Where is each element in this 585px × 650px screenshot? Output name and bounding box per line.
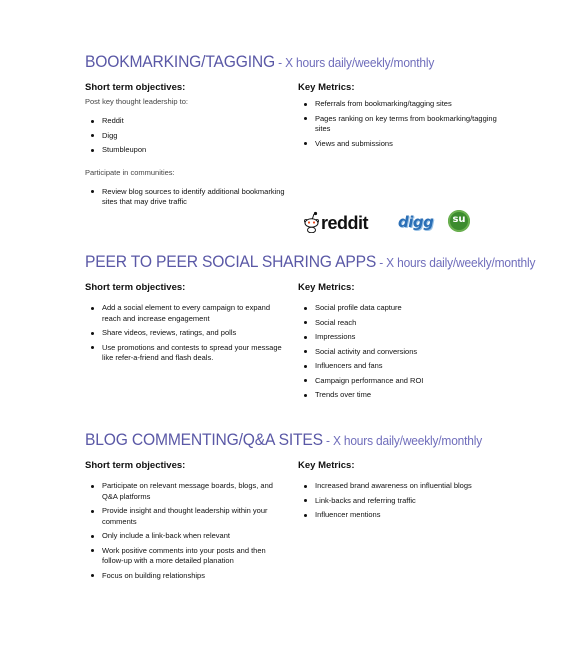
objectives-title: Short term objectives: [85, 82, 186, 93]
list-item: Only include a link-back when relevant [102, 531, 285, 542]
objectives-column [85, 460, 285, 585]
heading-frequency: - X hours daily/weekly/monthly [376, 255, 536, 270]
heading-title: BLOG COMMENTING/Q&A SITES [85, 430, 323, 449]
objectives-list [85, 481, 285, 581]
metrics-list [298, 481, 498, 521]
heading-frequency: - X hours daily/weekly/monthly [322, 433, 483, 448]
reddit-wordmark: reddit [321, 213, 369, 233]
objectives-column [85, 82, 285, 212]
reddit-logo [303, 207, 378, 237]
objectives-subheading: Participate in communities: [85, 167, 175, 177]
section-heading [85, 252, 536, 272]
list-item: Use promotions and contests to spread your message like refer-a-friend and flash deals. [102, 343, 285, 364]
section-peer-to-peer [85, 252, 545, 399]
list-item: Share videos, reviews, ratings, and polls [102, 328, 285, 339]
social-logos [303, 207, 483, 237]
list-item: Social profile data capture [315, 303, 498, 314]
reddit-alien-icon [303, 211, 320, 233]
list-item: Trends over time [315, 390, 498, 401]
list-item: Reddit [102, 116, 285, 127]
section-heading [85, 52, 508, 72]
list-item: Stumbleupon [102, 145, 285, 156]
list-item: Influencer mentions [315, 510, 498, 521]
metrics-title: Key Metrics: [298, 460, 355, 471]
list-item: Campaign performance and ROI [315, 376, 498, 387]
objectives-title: Short term objectives: [85, 282, 186, 293]
heading-title: PEER TO PEER SOCIAL SHARING APPS [85, 252, 377, 271]
metrics-column [298, 282, 498, 405]
list-item: Link-backs and referring traffic [315, 496, 498, 507]
metrics-column [298, 82, 498, 153]
heading-title: BOOKMARKING/TAGGING [85, 52, 276, 71]
list-item: Pages ranking on key terms from bookmarking/tagging sites [315, 113, 497, 133]
list-item: Views and submissions [315, 139, 498, 150]
objectives-column [85, 282, 285, 368]
objectives-title: Short term objectives: [85, 460, 186, 471]
list-item: Digg [102, 131, 285, 142]
list-item: Provide insight and thought leadership within your comments [102, 506, 285, 527]
list-item: Impressions [315, 332, 498, 343]
list-item: Influencers and fans [315, 361, 498, 372]
list-item: Social activity and conversions [315, 347, 498, 358]
section-heading [85, 430, 508, 450]
stumbleupon-wordmark: su [452, 214, 466, 225]
list-item: Focus on building relationships [102, 571, 285, 582]
metrics-list [298, 99, 498, 149]
objectives-list [85, 303, 285, 364]
digg-logo: digg [398, 213, 434, 231]
metrics-column [298, 460, 498, 525]
list-item: Referrals from bookmarking/tagging sites [315, 99, 498, 110]
metrics-title: Key Metrics: [298, 282, 355, 293]
list-item: Participate on relevant message boards, blogs, and Q&A platforms [102, 481, 285, 502]
list-item: Add a social element to every campaign to expand reach and increase engagement [102, 303, 285, 324]
objectives-list [85, 116, 285, 156]
objectives-subheading: Post key thought leadership to: [85, 97, 188, 106]
list-item: Review blog sources to identify additional bookmarking sites that may drive traffic [102, 186, 285, 206]
metrics-list [298, 303, 498, 401]
stumbleupon-logo [448, 210, 470, 232]
objectives-list [85, 187, 285, 208]
heading-frequency: - X hours daily/weekly/monthly [275, 55, 435, 70]
section-blog-commenting [85, 430, 545, 580]
list-item: Work positive comments into your posts and then follow-up with a more detailed planation [102, 546, 285, 567]
metrics-title: Key Metrics: [298, 82, 355, 93]
list-item: Increased brand awareness on influential blogs [315, 481, 498, 492]
section-bookmarking [85, 52, 545, 233]
list-item: Social reach [315, 318, 498, 329]
